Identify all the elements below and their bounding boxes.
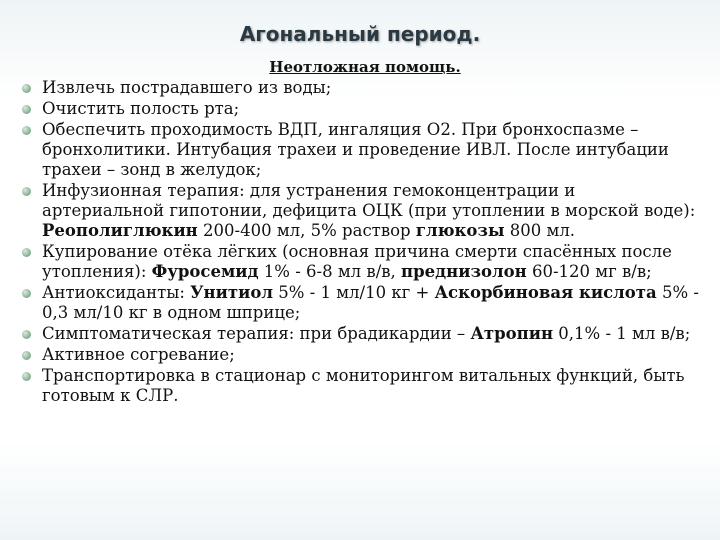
list-item [22, 181, 702, 241]
item-text: 800 мл. [504, 221, 576, 240]
item-text: Инфузионная терапия: для устранения гемоконцентрации и артериальной гипотонии, дефицита ОЦК (при утоплении в морской воде): [42, 181, 696, 220]
item-text: Извлечь пострадавшего из воды; [42, 78, 332, 97]
list-item [22, 120, 702, 180]
item-text: Симптоматическая терапия: при брадикардии – [42, 324, 471, 343]
slide-subtitle-text: Неотложная помощь. [269, 58, 461, 76]
drug-name: Атропин [470, 324, 554, 343]
item-text: Очистить полость рта; [42, 99, 240, 118]
drug-name: Фуросемид [151, 262, 259, 281]
item-text: 5% - 1 мл/10 кг + [272, 283, 435, 302]
drug-name: преднизолон [401, 262, 527, 281]
item-text: Транспортировка в стационар с мониторингом витальных функций, быть готовым к СЛР. [42, 366, 685, 405]
item-text: 5% - 0,3 мл/10 кг в одном шприце; [42, 283, 699, 322]
slide-subtitle [0, 58, 720, 76]
list-item [22, 99, 702, 119]
item-text: Активное согревание; [42, 345, 235, 364]
bullet-list [22, 78, 702, 407]
list-item [22, 324, 702, 344]
slide-title [0, 22, 720, 46]
slide-title-text: Агональный период. [239, 22, 481, 46]
list-item [22, 283, 702, 323]
bullet-icon [22, 289, 31, 298]
item-text: Обеспечить проходимость ВДП, ингаляция О2. При бронхоспазме – бронхолитики. Интубация трахеи и проведение ИВЛ. После интубации трахеи – зонд в желудок; [42, 120, 669, 179]
item-text: Антиоксиданты: [42, 283, 191, 302]
bullet-icon [22, 351, 31, 360]
bullet-icon [22, 187, 31, 196]
list-item [22, 345, 702, 365]
item-text: 1% - 6-8 мл в/в, [258, 262, 402, 281]
bullet-icon [22, 330, 31, 339]
bullet-icon [22, 84, 31, 93]
drug-name: глюкозы [415, 221, 505, 240]
drug-name: Аскорбиновая кислота [434, 283, 657, 302]
item-text: 60-120 мг в/в; [526, 262, 652, 281]
drug-name: Унитиол [190, 283, 273, 302]
drug-name: Реополиглюкин [42, 221, 198, 240]
item-text: 200-400 мл, 5% раствор [197, 221, 416, 240]
list-item [22, 366, 702, 406]
bullet-icon [22, 372, 31, 381]
list-item [22, 242, 702, 282]
item-text: 0,1% - 1 мл в/в; [553, 324, 691, 343]
bullet-icon [22, 126, 31, 135]
list-item [22, 78, 702, 98]
bullet-icon [22, 105, 31, 114]
item-text: Купирование отёка лёгких (основная причина смерти спасённых после утопления): [42, 242, 672, 281]
bullet-icon [22, 248, 31, 257]
